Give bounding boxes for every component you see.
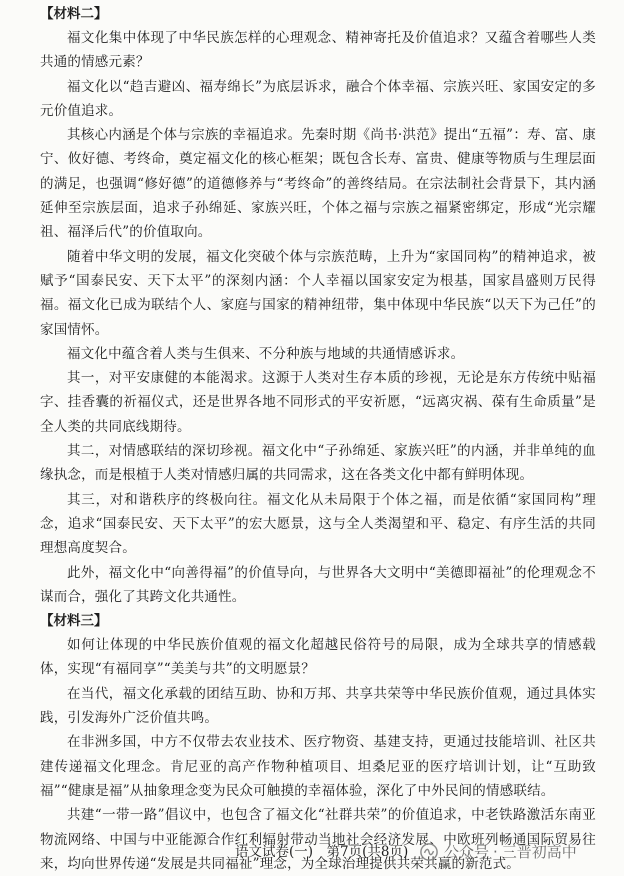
paragraph: 福文化以“趋吉避凶、福寿绵长”为底层诉求，融合个体幸福、宗族兴旺、家国安定的多元价值追求。	[40, 78, 596, 119]
paragraph: 其二，对情感联结的深切珍视。福文化中“子孙绵延、家族兴旺”的内涵，并非单纯的血缘执念，而是根植于人类对情感归属的共同需求，这在各类文化中都有鲜明体现。	[40, 443, 596, 484]
watermark-prefix: 公众号	[444, 843, 490, 861]
paragraph: 在非洲多国，中方不仅带去农业技术、医疗物资、基建支持，更通过技能培训、社区共建传递福文化理念。肯尼亚的高产作物种植项目、坦桑尼亚的医疗培训计划，让“互助致福”“健康是福”从抽象理念变为民众可触摸的幸福体验，深化了中外民间的情感联结。	[40, 734, 596, 799]
section-heading: 【材料二】	[40, 6, 108, 22]
paragraph: 共建“一带一路”倡议中，也包含了福文化“社群共荣”的价值追求，中老铁路激活东南亚物流网络、中国与中亚能源合作红利辐射带动当地社会经济发展、中欧班列畅通国际贸易往来，均向世界传递“发展是共同福祉”理念，为全球治理提供共荣共赢的新范式。	[40, 807, 596, 872]
paragraph: 随着中华文明的发展，福文化突破个体与宗族范畴，上升为“家国同构”的精神追求，被赋予“国泰民安、天下太平”的深刻内涵：个人幸福以国家安定为根基，国家昌盛则万民得福。福文化已成为联结个人、家庭与国家的精神纽带，集中体现中华民族“以天下为己任”的家国情怀。	[40, 248, 596, 338]
watermark	[420, 838, 577, 866]
section-heading: 【材料三】	[40, 613, 108, 630]
paragraph: 福文化中蕴含着人类与生俱来、不分种族与地域的共通情感诉求。	[67, 345, 465, 362]
paragraph: 在当代，福文化承载的团结互助、协和万邦、共享共荣等中华民族价值观，通过具体实践，引发海外广泛价值共鸣。	[40, 685, 596, 727]
page-footer	[0, 838, 624, 866]
watermark-account: 三晋初高中	[501, 843, 577, 861]
paragraph: 其核心内涵是个体与宗族的幸福追求。先秦时期《尚书·洪范》提出“五福”：寿、富、康宁、攸好德、考终命，奠定福文化的核心框架；既包含长寿、富贵、健康等物质与生理层面的满足，也强调“修好德”的道德修养与“考终命”的善终结局。在宗法制社会背景下，其内涵延伸至宗族层面，追求子孙绵延、家族兴旺，个体之福与宗族之福紧密绑定，形成“光宗耀祖、福泽后代”的价值取向。	[40, 127, 596, 241]
material-two-section	[40, 2, 596, 609]
material-three-section	[40, 609, 596, 876]
paragraph: 如何让体现的中华民族价值观的福文化超越民俗符号的局限，成为全球共享的情感载体，实现“有福同享”“美美与共”的文明愿景？	[40, 637, 596, 678]
wechat-channel-icon	[420, 843, 438, 861]
page-number-label: 语文试卷(一) 第7页(共8页)	[235, 844, 409, 860]
watermark-separator: ·	[493, 843, 498, 861]
paragraph: 福文化集中体现了中华民族怎样的心理观念、精神寄托及价值追求？又蕴含着哪些人类共通的情感元素？	[40, 30, 596, 71]
paragraph: 其一，对平安康健的本能渴求。这源于人类对生存本质的珍视，无论是东方传统中贴福字、挂香囊的祈福仪式，还是世界各地不同形式的平安祈愿，“远离灾祸、葆有生命质量”是全人类的共同底线期待。	[40, 370, 596, 435]
document-body	[40, 2, 596, 876]
paragraph: 此外，福文化中“向善得福”的价值导向，与世界各大文明中“美德即福祉”的伦理观念不谋而合，强化了其跨文化共通性。	[40, 564, 596, 605]
paragraph: 其三，对和谐秩序的终极向往。福文化从未局限于个体之福，而是依循“家国同构”理念，追求“国泰民安、天下太平”的宏大愿景，这与全人类渴望和平、稳定、有序生活的共同理想高度契合。	[40, 491, 596, 557]
